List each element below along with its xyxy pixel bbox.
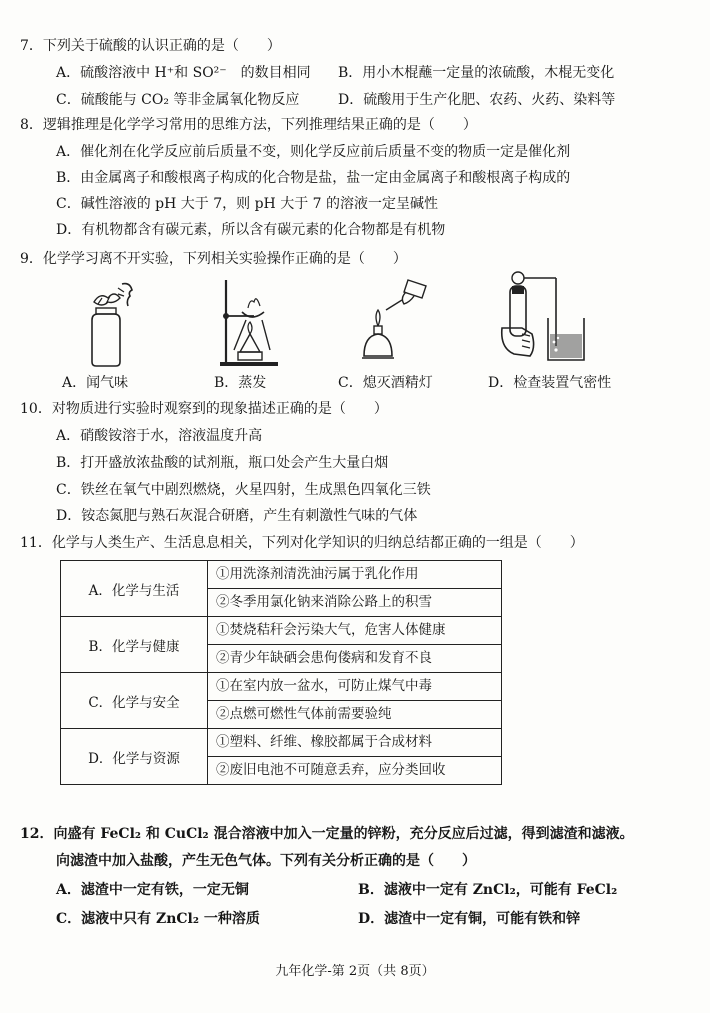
evaporation-illustration — [214, 276, 280, 368]
q9-stem: 9．化学学习离不开实验，下列相关实验操作正确的是（ ） — [20, 251, 407, 267]
table-category: C．化学与安全 — [61, 673, 208, 729]
table-category: B．化学与健康 — [61, 617, 208, 673]
page-footer: 九年化学-第 2页（共 8页） — [275, 964, 435, 979]
table-category: A．化学与生活 — [61, 561, 208, 617]
table-item: ①塑料、纤维、橡胶都属于合成材料 — [216, 734, 432, 750]
table-row — [61, 617, 502, 673]
table-row — [61, 561, 502, 617]
airtightness-check-illustration — [496, 268, 596, 368]
q12-option-a: A．滤渣中一定有铁，一定无铜 — [56, 882, 249, 898]
alcohol-lamp-illustration — [356, 276, 436, 368]
q10-stem: 10．对物质进行实验时观察到的现象描述正确的是（ ） — [20, 401, 388, 417]
q9-option-b: B．蒸发 — [214, 375, 267, 391]
q9-option-c: C．熄灭酒精灯 — [338, 375, 433, 391]
q12-stem-line1: 12．向盛有 FeCl₂ 和 CuCl₂ 混合溶液中加入一定量的锌粉，充分反应后过滤，得到滤渣和滤液。 — [20, 826, 634, 842]
table-item: ②冬季用氯化钠来消除公路上的积雪 — [208, 588, 501, 616]
q8-option-b: B．由金属离子和酸根离子构成的化合物是盐，盐一定由金属离子和酸根离子构成的 — [56, 170, 571, 186]
q12-stem-line2: 向滤渣中加入盐酸，产生无色气体。下列有关分析正确的是（ ） — [56, 853, 476, 869]
q11-stem: 11．化学与人类生产、生活息息相关，下列对化学知识的归纳总结都正确的一组是（ ） — [20, 535, 584, 551]
smelling-illustration — [78, 278, 140, 368]
table-item: ②青少年缺硒会患佝偻病和发育不良 — [208, 644, 501, 672]
q7-option-b: B．用小木棍蘸一定量的浓硫酸，木棍无变化 — [338, 65, 615, 81]
table-item: ①在室内放一盆水，可防止煤气中毒 — [216, 678, 432, 694]
table-category: D．化学与资源 — [61, 729, 208, 785]
q7-option-c: C．硫酸能与 CO₂ 等非金属氧化物反应 — [56, 92, 300, 108]
q10-option-a: A．硝酸铵溶于水，溶液温度升高 — [56, 428, 263, 444]
table-row — [61, 673, 502, 729]
q8-stem: 8．逻辑推理是化学学习常用的思维方法，下列推理结果正确的是（ ） — [20, 117, 477, 133]
q7-option-a: A．硫酸溶液中 H⁺和 SO²⁻ 的数目相同 — [56, 65, 311, 81]
q7-stem: 7．下列关于硫酸的认识正确的是（ ） — [20, 38, 281, 54]
q10-option-c: C．铁丝在氧气中剧烈燃烧，火星四射，生成黑色四氧化三铁 — [56, 482, 431, 498]
q9-option-a: A．闻气味 — [62, 375, 129, 391]
table-row — [61, 729, 502, 785]
table-item: ①用洗涤剂清洗油污属于乳化作用 — [216, 566, 419, 582]
q8-option-c: C．碱性溶液的 pH 大于 7，则 pH 大于 7 的溶液一定呈碱性 — [56, 196, 439, 212]
q10-option-b: B．打开盛放浓盐酸的试剂瓶，瓶口处会产生大量白烟 — [56, 455, 389, 471]
q12-option-d: D．滤渣中一定有铜，可能有铁和锌 — [358, 911, 581, 927]
table-item: ②废旧电池不可随意丢弃，应分类回收 — [208, 756, 501, 784]
q9-option-d: D．检查装置气密性 — [488, 375, 612, 391]
q10-option-d: D．铵态氮肥与熟石灰混合研磨，产生有刺激性气味的气体 — [56, 508, 418, 524]
table-item: ②点燃可燃性气体前需要验纯 — [208, 700, 501, 728]
q8-option-d: D．有机物都含有碳元素，所以含有碳元素的化合物都是有机物 — [56, 222, 446, 238]
table-item: ①焚烧秸秆会污染大气，危害人体健康 — [216, 622, 446, 638]
q12-option-c: C．滤液中只有 ZnCl₂ 一种溶质 — [56, 911, 260, 927]
q11-table — [60, 560, 502, 785]
q8-option-a: A．催化剂在化学反应前后质量不变，则化学反应前后质量不变的物质一定是催化剂 — [56, 144, 571, 160]
q7-option-d: D．硫酸用于生产化肥、农药、火药、染料等 — [338, 92, 616, 108]
q12-option-b: B．滤液中一定有 ZnCl₂，可能有 FeCl₂ — [358, 882, 618, 898]
